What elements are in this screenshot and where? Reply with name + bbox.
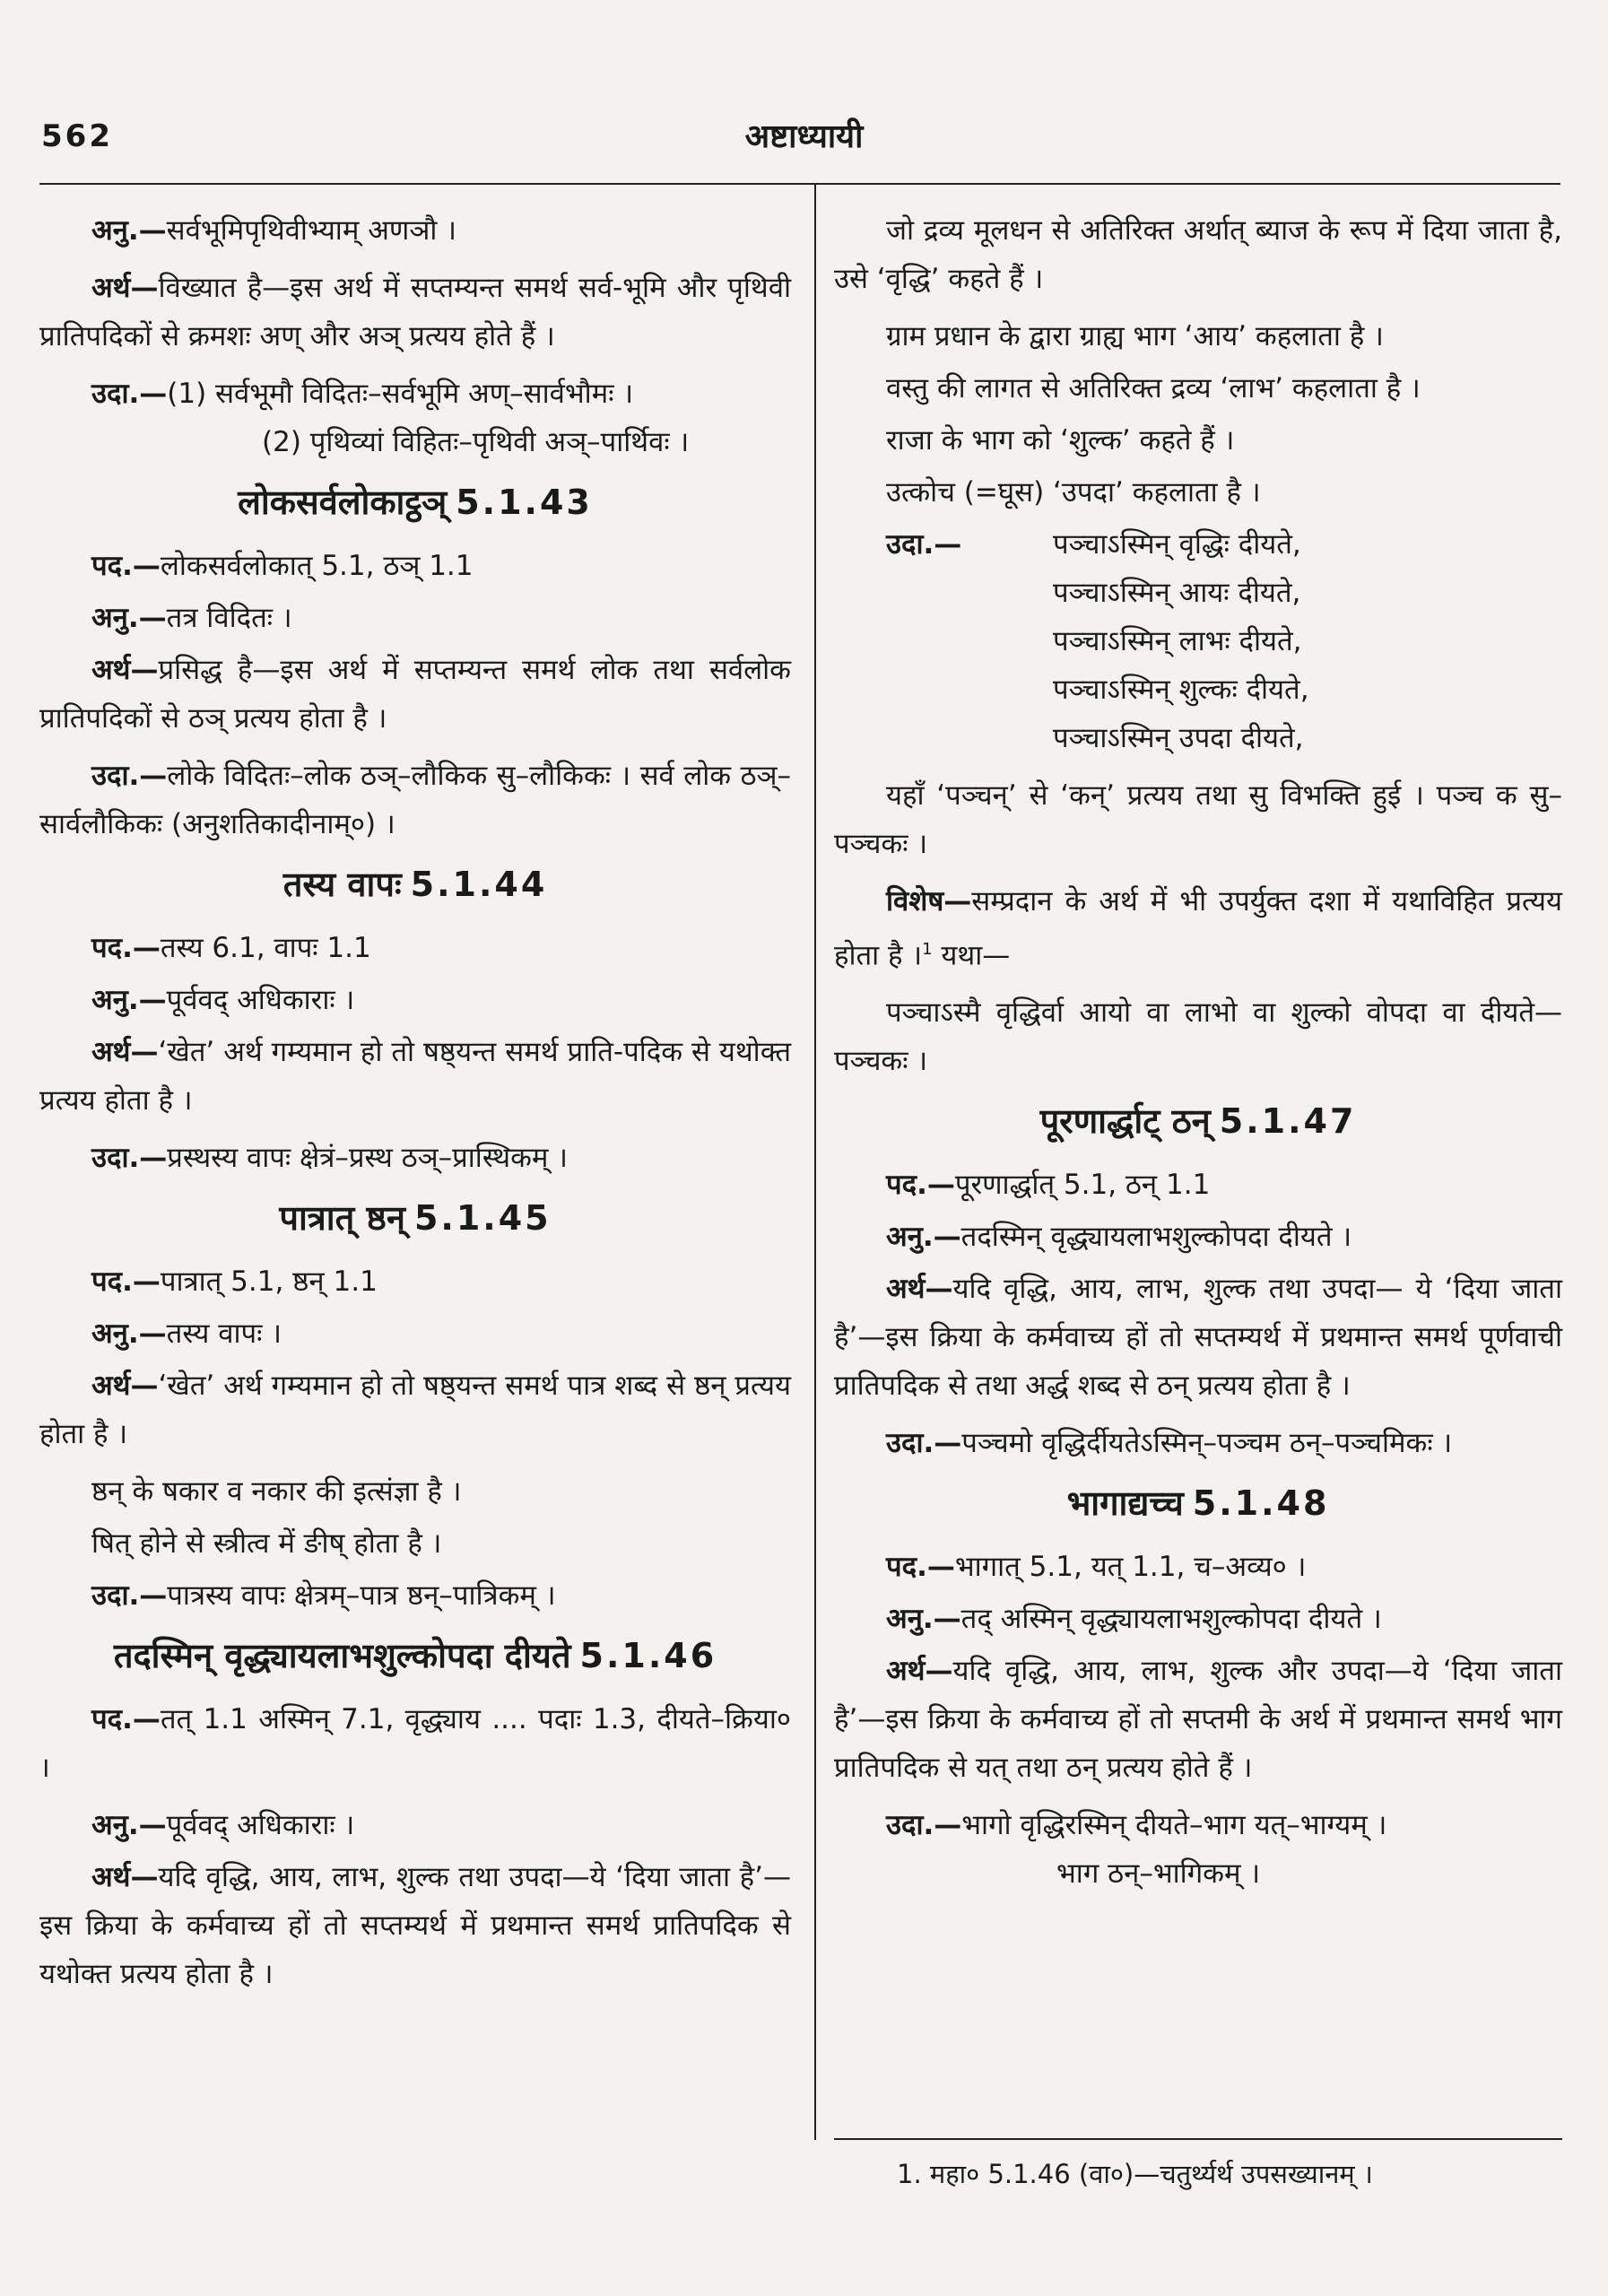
sutra-title: लोकसर्वलोकाट्ठञ् bbox=[238, 483, 448, 522]
artha-text: यदि वृद्धि, आय, लाभ, शुल्क तथा उपदा—ये ‘दिया जाता है’—इस क्रिया के कर्मवाच्य हों तो सप्तम्यर्थ में प्रथमान्त समर्थ प्रातिपदिक से यथोक्त प्रत्यय होता है । bbox=[39, 1861, 791, 1990]
uda-label: उदा.— bbox=[91, 378, 168, 410]
pada-text: पात्रात् 5.1, ष्ठन् 1.1 bbox=[160, 1265, 378, 1298]
pada-text: भागात् 5.1, यत् 1.1, च–अव्य० । bbox=[954, 1551, 1307, 1584]
anu-label: अनु.— bbox=[91, 1318, 167, 1350]
sutra-number: 5.1.45 bbox=[413, 1198, 552, 1238]
uda-line: पञ्चाऽस्मिन् लाभः दीयते, bbox=[1053, 625, 1302, 657]
anu-label: अनु.— bbox=[91, 214, 167, 247]
pada-paragraph bbox=[39, 1695, 791, 1792]
continued-paragraph: यहाँ ‘पञ्चन्’ से ‘कन्’ प्रत्यय तथा सु विभक्ति हुई । पञ्च क सु–पञ्चकः । bbox=[834, 779, 1562, 860]
vishesh-text: सम्प्रदान के अर्थ में भी उपर्युक्त दशा में यथाविहित प्रत्यय होता है । bbox=[834, 885, 1562, 972]
anu-text: तद् अस्मिन् वृद्ध्यायलाभशुल्कोपदा दीयते । bbox=[960, 1603, 1382, 1636]
uda-text-1: भागो वृद्धिरस्मिन् दीयते–भाग यत्–भाग्यम् । bbox=[961, 1809, 1387, 1842]
vishesh-paragraph bbox=[834, 877, 1562, 979]
sutra-number: 5.1.44 bbox=[410, 865, 548, 904]
pada-label: पद.— bbox=[886, 1169, 955, 1202]
artha-text: यदि वृद्धि, आय, लाभ, शुल्क और उपदा—ये ‘दिया जाता है’—इस क्रिया के कर्मवाच्य हों तो सप्तमी के अर्थ में प्रथमान्त समर्थ भाग प्रातिपदिक से यत् तथा ठन् प्रत्यय होते हैं । bbox=[834, 1655, 1562, 1785]
pada-paragraph bbox=[39, 542, 791, 590]
footnote-rule bbox=[834, 2138, 1562, 2140]
pada-paragraph bbox=[834, 1161, 1562, 1209]
pada-text: तत् 1.1 अस्मिन् 7.1, वृद्ध्याय .... पदाः 1.3, दीयते–क्रिया० । bbox=[39, 1703, 791, 1784]
anu-label: अनु.— bbox=[91, 1809, 167, 1841]
anu-text: तस्य वापः । bbox=[166, 1318, 282, 1350]
sutra-number: 5.1.47 bbox=[1219, 1101, 1357, 1142]
sutra-number: 5.1.46 bbox=[579, 1636, 717, 1675]
anu-label: अनु.— bbox=[886, 1603, 961, 1636]
sutra-heading-5-1-43 bbox=[39, 475, 791, 529]
pada-text: तस्य 6.1, वापः 1.1 bbox=[160, 932, 371, 964]
uda-paragraph bbox=[834, 1419, 1562, 1467]
running-title: अष्टाध्यायी bbox=[744, 118, 864, 155]
uda-label: उदा.— bbox=[886, 528, 962, 561]
anu-paragraph bbox=[39, 976, 791, 1024]
uda-line-1 bbox=[886, 1801, 1562, 1849]
artha-text: ‘खेत’ अर्थ गम्यमान हो तो षष्ठ्यन्त समर्थ पात्र शब्द से ष्ठन् प्रत्यय होता है । bbox=[39, 1370, 791, 1450]
continued-paragraph: जो द्रव्य मूलधन से अतिरिक्त अर्थात् ब्याज के रूप में दिया जाता है, उसे ‘वृद्धि’ कहते हैं । bbox=[834, 214, 1562, 295]
anu-label: अनु.— bbox=[91, 602, 167, 634]
anu-paragraph bbox=[39, 206, 791, 255]
footnote: 1. महा० 5.1.46 (वा०)—चतुर्थ्यर्थ उपसख्यानम् । bbox=[897, 2159, 1373, 2189]
sutra-heading-5-1-46 bbox=[39, 1629, 791, 1683]
note-paragraph: षित् होने से स्त्रीत्व में ङीष् होता है । bbox=[91, 1527, 442, 1560]
pada-label: पद.— bbox=[91, 1703, 161, 1735]
pada-text: लोकसर्वलोकात् 5.1, ठञ् 1.1 bbox=[160, 550, 474, 582]
sutra-heading-5-1-44 bbox=[39, 857, 791, 911]
anu-label: अनु.— bbox=[886, 1221, 961, 1254]
vishesh-label: विशेष— bbox=[886, 885, 972, 918]
uda-text: पञ्चमो वृद्धिर्दीयतेऽस्मिन्–पञ्चम ठन्–पञ्चमिकः । bbox=[961, 1427, 1453, 1460]
uda-text: पात्रस्य वापः क्षेत्रम्–पात्र ष्ठन्–पात्रिकम् । bbox=[167, 1579, 556, 1612]
artha-paragraph bbox=[39, 264, 791, 361]
continued-paragraph: वस्तु की लागत से अतिरिक्त द्रव्य ‘लाभ’ कहलाता है । bbox=[886, 372, 1421, 404]
uda-label: उदा.— bbox=[91, 1142, 168, 1174]
pada-paragraph bbox=[39, 924, 791, 972]
anu-text: तत्र विदितः । bbox=[166, 602, 292, 634]
sutra-title: पूरणार्द्धाट् ठन् bbox=[1039, 1101, 1211, 1142]
pada-label: पद.— bbox=[91, 550, 161, 582]
column-divider bbox=[814, 185, 816, 2140]
artha-label: अर्थ— bbox=[91, 654, 159, 686]
pada-label: पद.— bbox=[886, 1551, 955, 1584]
artha-paragraph bbox=[39, 1028, 791, 1125]
pada-text: पूरणार्द्धात् 5.1, ठन् 1.1 bbox=[954, 1169, 1211, 1202]
left-column bbox=[39, 206, 791, 2007]
footnote-marker: 1 bbox=[922, 940, 933, 959]
anu-text: तदस्मिन् वृद्ध्यायलाभशुल्कोपदा दीयते । bbox=[960, 1221, 1352, 1254]
sutra-heading-5-1-48 bbox=[834, 1476, 1562, 1530]
uda-label: उदा.— bbox=[886, 1809, 962, 1842]
pada-label: पद.— bbox=[91, 1265, 161, 1298]
sutra-title: तदस्मिन् वृद्ध्यायलाभशुल्कोपदा दीयते bbox=[113, 1636, 571, 1675]
artha-text: प्रसिद्ध है—इस अर्थ में सप्तम्यन्त समर्थ लोक तथा सर्वलोक प्रातिपदिकों से ठञ् प्रत्यय होता है । bbox=[39, 654, 791, 735]
anu-label: अनु.— bbox=[91, 984, 167, 1016]
uda-paragraph bbox=[39, 752, 791, 848]
sutra-heading-5-1-47 bbox=[834, 1094, 1562, 1148]
artha-text: विख्यात है—इस अर्थ में सप्तम्यन्त समर्थ सर्व-भूमि और पृथिवी प्रातिपदिकों से क्रमशः अण् और अञ् प्रत्यय होते हैं । bbox=[39, 272, 791, 352]
uda-line-2: (2) पृथिव्यां विहितः–पृथिवी अञ्–पार्थिवः । bbox=[262, 426, 690, 458]
artha-label: अर्थ— bbox=[91, 1036, 159, 1068]
artha-paragraph bbox=[39, 646, 791, 743]
sutra-number: 5.1.48 bbox=[1192, 1483, 1330, 1524]
artha-label: अर्थ— bbox=[886, 1655, 953, 1688]
uda-line: पञ्चाऽस्मिन् शुल्कः दीयते, bbox=[1053, 674, 1309, 706]
artha-label: अर्थ— bbox=[91, 1370, 159, 1402]
sutra-title: पात्रात् ष्ठन् bbox=[279, 1198, 405, 1238]
anu-paragraph bbox=[39, 1309, 791, 1358]
uda-example-table bbox=[886, 520, 1562, 762]
continued-paragraph: ग्राम प्रधान के द्वारा ग्राह्य भाग ‘आय’ कहलाता है । bbox=[886, 320, 1384, 352]
header-rule bbox=[39, 183, 1560, 185]
artha-paragraph bbox=[834, 1265, 1562, 1410]
continued-paragraph: उत्कोच (=घूस) ‘उपदा’ कहलाता है । bbox=[886, 476, 1261, 509]
artha-label: अर्थ— bbox=[886, 1273, 953, 1306]
continued-paragraph: राजा के भाग को ‘शुल्क’ कहते हैं । bbox=[886, 424, 1235, 457]
uda-block bbox=[886, 1801, 1562, 1898]
artha-text: ‘खेत’ अर्थ गम्यमान हो तो षष्ठ्यन्त समर्थ प्राति-पदिक से यथोक्त प्रत्यय होता है । bbox=[39, 1036, 791, 1117]
note-paragraph: ष्ठन् के षकार व नकार की इत्संज्ञा है । bbox=[91, 1475, 462, 1508]
uda-line: पञ्चाऽस्मिन् वृद्धिः दीयते, bbox=[1053, 528, 1301, 561]
uda-label: उदा.— bbox=[91, 760, 168, 792]
anu-text: सर्वभूमिपृथिवीभ्याम् अणञौ । bbox=[166, 214, 456, 247]
artha-label: अर्थ— bbox=[91, 272, 159, 304]
uda-lines bbox=[1053, 520, 1309, 762]
sutra-number: 5.1.43 bbox=[456, 483, 593, 522]
uda-text-1: (1) सर्वभूमौ विदितः–सर्वभूमि अण्–सार्वभौमः । bbox=[167, 378, 634, 410]
anu-paragraph bbox=[39, 1801, 791, 1849]
anu-paragraph bbox=[834, 1213, 1562, 1261]
uda-line-1 bbox=[91, 370, 791, 418]
uda-label: उदा.— bbox=[91, 1579, 168, 1612]
artha-paragraph bbox=[39, 1853, 791, 1998]
pada-paragraph bbox=[39, 1257, 791, 1306]
uda-text: प्रस्थस्य वापः क्षेत्रं–प्रस्थ ठञ्–प्रास्थिकम् । bbox=[167, 1142, 569, 1174]
uda-text: लोके विदितः–लोक ठञ्–लौकिक सु–लौकिकः । सर्व लोक ठञ्–सार्वलौकिकः (अनुशतिकादीनाम्०) । bbox=[39, 760, 791, 840]
uda-paragraph bbox=[39, 1134, 791, 1182]
anu-text: पूर्ववद् अधिकाराः । bbox=[166, 1809, 355, 1841]
uda-line: पञ्चाऽस्मिन् उपदा दीयते, bbox=[1053, 722, 1304, 754]
artha-paragraph bbox=[834, 1647, 1562, 1792]
uda-label: उदा.— bbox=[886, 1427, 962, 1460]
uda-line: पञ्चाऽस्मिन् आयः दीयते, bbox=[1053, 577, 1301, 609]
pada-label: पद.— bbox=[91, 932, 161, 964]
anu-text: पूर्ववद् अधिकाराः । bbox=[166, 984, 355, 1016]
right-column bbox=[834, 206, 1562, 1907]
artha-label: अर्थ— bbox=[91, 1861, 159, 1893]
anu-paragraph bbox=[39, 594, 791, 642]
page-number: 562 bbox=[41, 118, 113, 154]
sutra-heading-5-1-45 bbox=[39, 1191, 791, 1245]
vishesh-text-after: यथा— bbox=[932, 939, 1011, 972]
artha-text: यदि वृद्धि, आय, लाभ, शुल्क तथा उपदा— ये ‘दिया जाता है’—इस क्रिया के कर्मवाच्य हों तो सप्तम्यर्थ में प्रथमान्त समर्थ पूर्णवाची प्रातिपदिक से तथा अर्द्ध शब्द से ठन् प्रत्यय होता है । bbox=[834, 1273, 1562, 1403]
anu-paragraph bbox=[834, 1595, 1562, 1643]
pada-paragraph bbox=[834, 1543, 1562, 1591]
sutra-title: तस्य वापः bbox=[282, 865, 402, 904]
uda-line-2: भाग ठन्–भागिकम् । bbox=[1056, 1857, 1261, 1891]
sutra-title: भागाद्यच्च bbox=[1066, 1483, 1184, 1524]
artha-paragraph bbox=[39, 1361, 791, 1458]
uda-block bbox=[91, 370, 791, 466]
uda-paragraph bbox=[39, 1571, 791, 1620]
continued-paragraph: पञ्चाऽस्मै वृद्धिर्वा आयो वा लाभो वा शुल्को वोपदा वा दीयते—पञ्चकः । bbox=[834, 996, 1562, 1078]
